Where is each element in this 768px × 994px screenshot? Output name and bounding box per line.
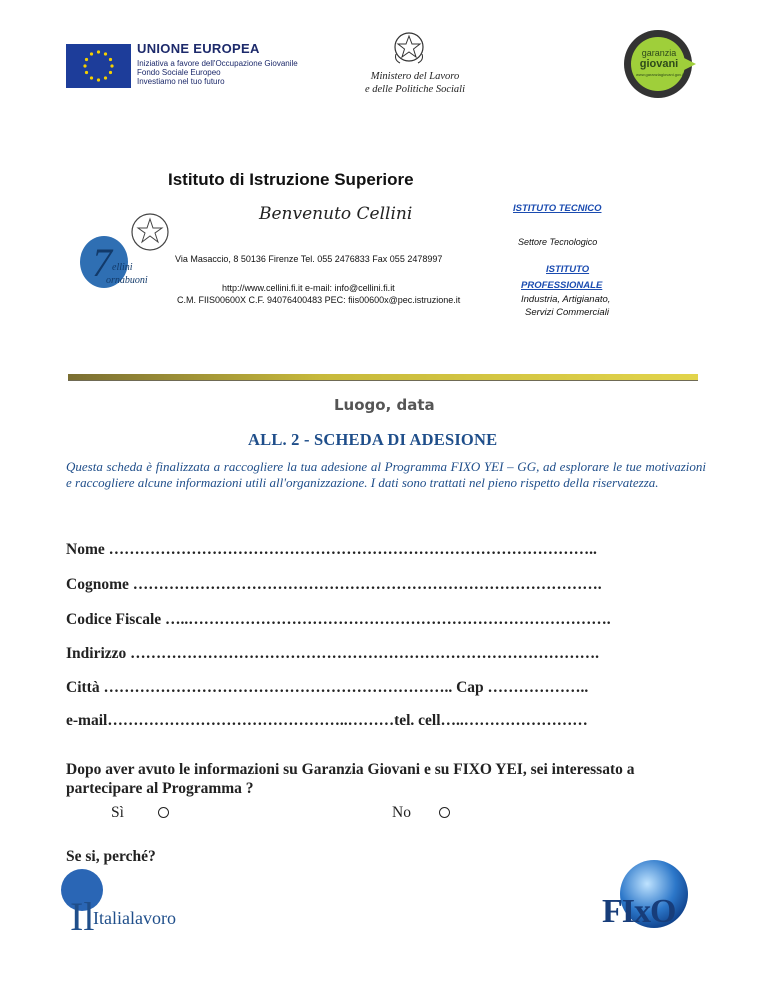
svg-text:Il: Il [70,894,95,938]
field-email-cell[interactable]: e-mail………………………………………..………tel. cell…..…………………… [66,712,588,729]
participation-question: Dopo aver avuto le informazioni su Garanzia Giovani e su FIXO YEI, sei interessato a partecipare al Programma ? [66,761,635,797]
place-date: Luogo, data [334,396,435,414]
italialavoro-logo [56,868,126,943]
option-no-label: No [392,804,411,821]
header-divider-line [68,380,698,381]
istituto-professionale-link-1[interactable]: ISTITUTO [546,264,590,275]
fixo-text: FIxO [602,893,676,930]
garanzia-line-3: www.garanziagiovani.gov.it [636,72,684,77]
svg-text:7: 7 [92,240,112,285]
ministry-line-2: e delle Politiche Sociali [364,84,465,95]
institute-address: Via Masaccio, 8 50136 Firenze Tel. 055 2476833 Fax 055 2478997 [175,254,443,264]
institute-web: http://www.cellini.fi.it e-mail: info@cellini.fi.it [222,283,395,293]
ministry-line-1: Ministero del Lavoro [370,71,460,82]
form-title: ALL. 2 - SCHEDA DI ADESIONE [248,430,498,449]
settore-tecnologico: Settore Tecnologico [518,237,598,247]
ministry-name [355,70,475,96]
italialavoro-text: Italialavoro [93,908,176,928]
garanzia-line-2: giovani [639,58,679,70]
field-codice-fiscale[interactable]: Codice Fiscale …..………………………………………………………………………. [66,611,611,628]
eu-flag-logo [66,44,131,88]
eu-title: UNIONE EUROPEA [137,41,260,56]
servizi-commerciali: Servizi Commerciali [525,307,609,318]
school-logo-text-2: ornabuoni [106,275,148,286]
option-yes-label: Sì [111,804,124,821]
field-indirizzo[interactable]: Indirizzo ………………………………………………………………………………. [66,645,600,662]
school-logo [78,210,174,301]
eu-line-1: Iniziativa a favore dell'Occupazione Giovanile [137,59,298,68]
institute-codes: C.M. FIIS00600X C.F. 94076400483 PEC: fiis00600x@pec.istruzione.it [177,295,461,305]
field-cognome[interactable]: Cognome ………………………………………………………………………………. [66,576,602,593]
republic-emblem-icon [392,28,426,71]
istituto-tecnico-link[interactable]: ISTITUTO TECNICO [513,203,602,214]
option-no-radio[interactable] [439,807,450,818]
why-question: Se si, perché? [66,848,156,865]
form-intro: Questa scheda è finalizzata a raccogliere la tua adesione al Programma FIXO YEI – GG, ad esplorare le tue motivazioni e raccogliere alcune informazioni utili all'organizzazione. I dati sono trattati nel pieno rispetto della riservatezza. [66,459,706,490]
school-logo-text-1: ellini [112,262,133,273]
istituto-professionale-link-2[interactable]: PROFESSIONALE [521,280,603,291]
industria-artigianato: Industria, Artigianato, [521,294,611,305]
field-citta-cap[interactable]: Città ………………………………………………………….. Cap ……………….. [66,679,589,696]
option-yes-radio[interactable] [158,807,169,818]
eu-line-2: Fondo Sociale Europeo [137,68,221,77]
institute-title: Istituto di Istruzione Superiore [168,170,414,189]
institute-name: Benvenuto Cellini [259,204,413,224]
eu-line-3: Investiamo nel tuo futuro [137,77,225,86]
field-nome[interactable]: Nome ………………………………………………………………………………….. [66,541,597,558]
garanzia-line-1: garanzia [641,48,677,58]
